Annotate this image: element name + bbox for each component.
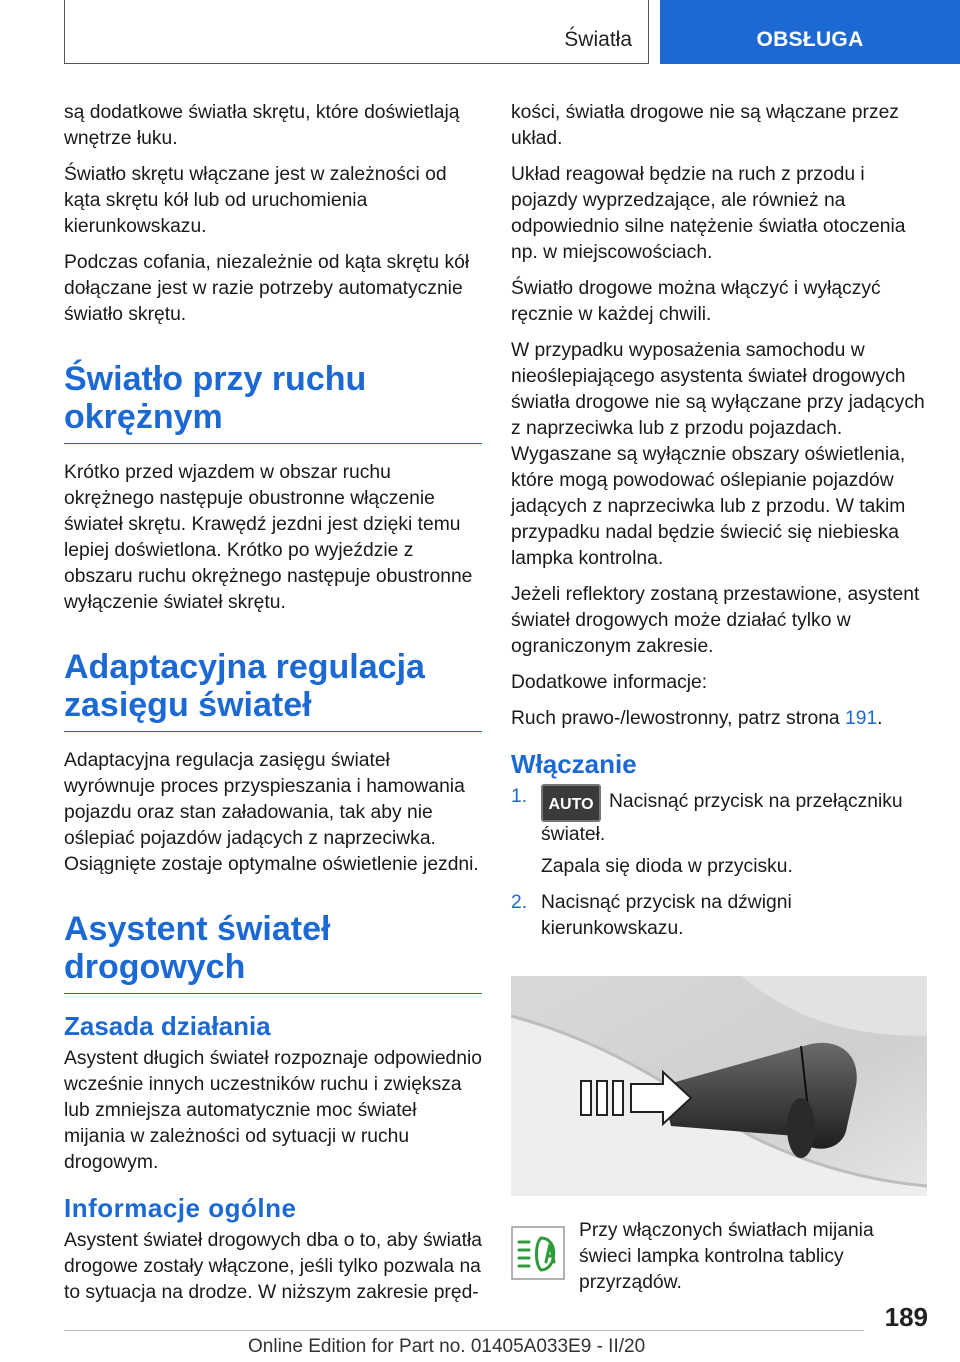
heading-rule bbox=[64, 443, 482, 444]
step-number: 1. bbox=[511, 786, 528, 807]
heading-rule bbox=[64, 993, 482, 994]
subheading-principle: Zasada działania bbox=[64, 1011, 271, 1041]
step-text: Nacisnąć przycisk na przełączniku świateł. bbox=[541, 791, 903, 845]
step-text: Nacisnąć przycisk na dźwigni kierunkowskazu. bbox=[541, 892, 792, 939]
paragraph: Światło drogowe można włączyć i wyłączyć ręcznie w każdej chwili. bbox=[511, 278, 881, 325]
crossref-end: . bbox=[877, 708, 883, 729]
paragraph: Asystent świateł drogowych dba o to, aby światła drogowe zostały włączone, jeśli tylko pozwala na to sytuacja na drodze. W niższym zakresie pręd- bbox=[64, 1230, 482, 1303]
heading-roundabout: Światło przy ruchu okrężnym bbox=[64, 360, 367, 436]
paragraph: Jeżeli reflektory zostaną przestawione, asystent świateł drogowych może działać tylko w ograniczonym zakresie. bbox=[511, 584, 920, 657]
page-link[interactable]: 191 bbox=[845, 708, 878, 729]
paragraph: W przypadku wyposażenia samochodu w nieoślepiającego asystenta świateł drogowych światła drogowe nie są wyłączane przy jadących z naprzeciwka lub z przodu pojazdach. Wygaszane są wyłącznie obszary oświetlenia, które mogą powodować oślepianie pojazdów jadących z naprzeciwka lub z przodu. W takim przypadku nadal będzie świecić się niebieska lampka kontrolna. bbox=[511, 340, 925, 569]
heading-adaptive: Adaptacyjna regulacja zasięgu świateł bbox=[64, 648, 425, 724]
paragraph: Światło skrętu włączane jest w zależności od kąta skrętu kół lub od uruchomienia kierunkowskazu. bbox=[64, 164, 447, 237]
heading-rule bbox=[64, 731, 482, 732]
step-number: 2. bbox=[511, 892, 528, 913]
indicator-note bbox=[511, 1218, 927, 1306]
step-subtext: Zapala się dioda w przycisku. bbox=[541, 856, 793, 877]
paragraph: Układ reagował będzie na ruch z przodu i pojazdy wyprzedzające, ale również na odpowiednio silne natężenie światła otoczenia np. w miejscowościach. bbox=[511, 164, 906, 263]
subheading-general: Informacje ogólne bbox=[64, 1193, 297, 1223]
header-section-box bbox=[64, 0, 649, 64]
high-beam-assistant-indicator-icon bbox=[511, 1226, 565, 1280]
paragraph: Adaptacyjna regulacja zasięgu świateł wyrównuje proces przyspieszania i hamowania pojazdu oraz stan załadowania, tak aby nie oślepiać pojazdów jadących z naprzeciwka. Osiągnięte zostaje optymalne oświetlenie jezdni. bbox=[64, 750, 479, 875]
section-title: Światła bbox=[564, 28, 632, 51]
chapter-tab bbox=[660, 0, 960, 64]
right-column bbox=[511, 100, 927, 1306]
paragraph: są dodatkowe światła skrętu, które doświetlają wnętrze łuku. bbox=[64, 102, 460, 149]
heading-assistant: Asystent świateł drogowych bbox=[64, 910, 331, 986]
turn-signal-lever-photo bbox=[511, 976, 927, 1196]
paragraph: Krótko przed wjazdem w obszar ruchu okrężnego następuje obustronne włączenie świateł skrętu. Krawędź jezdni jest dzięki temu lepiej doświetlona. Krótko po wyjeździe z obszaru ruchu okrężnego następuje obustronne wyłączenie świateł skrętu. bbox=[64, 462, 473, 613]
crossref-text: Ruch prawo-/lewostronny, patrz strona bbox=[511, 708, 845, 729]
paragraph: Podczas cofania, niezależnie od kąta skrętu kół dołączane jest w razie potrzeby automatycznie światło skrętu. bbox=[64, 252, 470, 325]
step-2 bbox=[511, 890, 927, 942]
paragraph-crossref bbox=[511, 706, 927, 732]
chapter-title: OBSŁUGA bbox=[756, 28, 864, 51]
indicator-text: Przy włączonych światłach mijania świeci lampka kontrolna tablicy przyrządów. bbox=[579, 1220, 874, 1293]
heading-switch-on: Włączanie bbox=[511, 749, 637, 779]
step-1 bbox=[511, 784, 927, 880]
paragraph: kości, światła drogowe nie są włączane przez układ. bbox=[511, 102, 899, 149]
left-column bbox=[64, 100, 482, 1316]
footer-rule bbox=[64, 1330, 864, 1331]
edition-note: Online Edition for Part no. 01405A033E9 - II/20 bbox=[248, 1336, 646, 1357]
paragraph: Dodatkowe informacje: bbox=[511, 672, 708, 693]
paragraph: Asystent długich świateł rozpoznaje odpowiednio wcześnie innych uczestników ruchu i zwiększa lub zmniejsza automatycznie moc świateł mijania w zależności od sytuacji w ruchu drogowym. bbox=[64, 1048, 483, 1173]
page-number: 189 bbox=[884, 1302, 928, 1332]
auto-button-icon: AUTO bbox=[541, 784, 601, 822]
